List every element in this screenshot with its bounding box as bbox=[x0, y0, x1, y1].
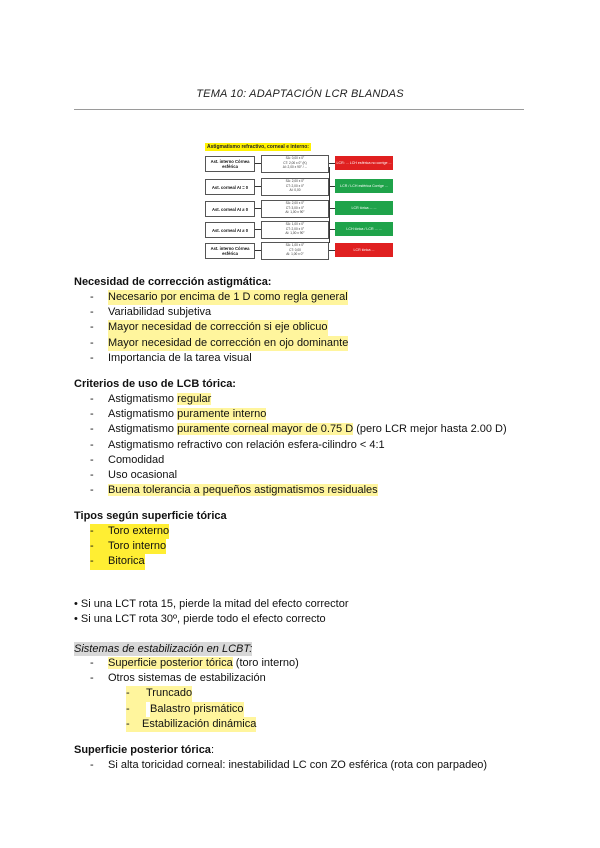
highlight-text: puramente interno bbox=[177, 408, 267, 421]
figure-row bbox=[205, 178, 395, 196]
figure-row-label: Ast. corneal AI ≠ 0 bbox=[205, 201, 255, 217]
figure-row-result: LCR tórica ... bbox=[335, 243, 393, 257]
figure-row-detail: SA: 1,00 x 0° CT: 2,00 x 0° AI: 1,00 x 90° bbox=[261, 221, 329, 239]
figure-row-label: Ast. corneal AI ≠ 0 bbox=[205, 222, 255, 238]
figure-row bbox=[205, 155, 395, 173]
figure-caption: Astigmatismo refractivo, corneal e interno: bbox=[207, 144, 309, 150]
note-rotation-15: • Si una LCT rota 15, pierde la mitad del efecto corrector bbox=[74, 598, 349, 610]
figure-row-result: LCH tórica / LCR ... ... bbox=[335, 222, 393, 236]
heading-sistemas: Sistemas de estabilización en LCBT: bbox=[74, 643, 253, 655]
figure-row-detail: SA: 2,00 x 0° CT: 3,00 x 0° AI: 1,00 x 90° bbox=[261, 200, 329, 218]
figure-row-label: Ast. corneal AI = 0 bbox=[205, 179, 255, 195]
figure-row-detail: SA: 0,00 x 0° CT: 2,00 x 0° (K) AI: 2,00 x 90° / ... bbox=[261, 155, 329, 173]
page-title: TEMA 10: ADAPTACIÓN LCR BLANDAS bbox=[196, 88, 404, 100]
note-rotation-30: • Si una LCT rota 30º, pierde todo el efecto correcto bbox=[74, 613, 326, 625]
highlight-text: Superficie posterior tórica bbox=[108, 657, 233, 669]
figure-row-detail: SA: 1,00 x 0° CT: 0,00 AI: 1,00 x 0° bbox=[261, 242, 329, 260]
heading-superficie: Superficie posterior tórica: bbox=[74, 744, 214, 756]
astigmatism-table-figure bbox=[205, 143, 395, 259]
figure-row-result: LCR: ... LCH esférica no corrige ... bbox=[335, 156, 393, 170]
heading-tipos: Tipos según superficie tórica bbox=[74, 510, 227, 522]
figure-row-label: Ast. interno Córnea esférica bbox=[205, 243, 255, 259]
figure-row-result: LCR tórica ... ... bbox=[335, 201, 393, 215]
figure-row bbox=[205, 200, 395, 218]
highlight-text: Buena tolerancia a pequeños astigmatismos residuales bbox=[108, 484, 378, 497]
figure-row-detail: SA: 2,00 x 0° CT: 2,00 x 0° AI: 0,00 bbox=[261, 178, 329, 196]
highlight-text: puramente corneal mayor de 0.75 D bbox=[177, 423, 354, 436]
heading-necesidad: Necesidad de corrección astigmática: bbox=[74, 276, 272, 288]
header-divider bbox=[74, 109, 524, 110]
figure-row-result: LCR / LCH esférica Corrige ... bbox=[335, 179, 393, 193]
heading-criterios: Criterios de uso de LCB tórica: bbox=[74, 378, 236, 390]
figure-row bbox=[205, 221, 395, 239]
figure-row-label: Ast. interno Córnea esférica bbox=[205, 156, 255, 172]
figure-row bbox=[205, 242, 395, 260]
highlight-text: regular bbox=[177, 393, 212, 405]
